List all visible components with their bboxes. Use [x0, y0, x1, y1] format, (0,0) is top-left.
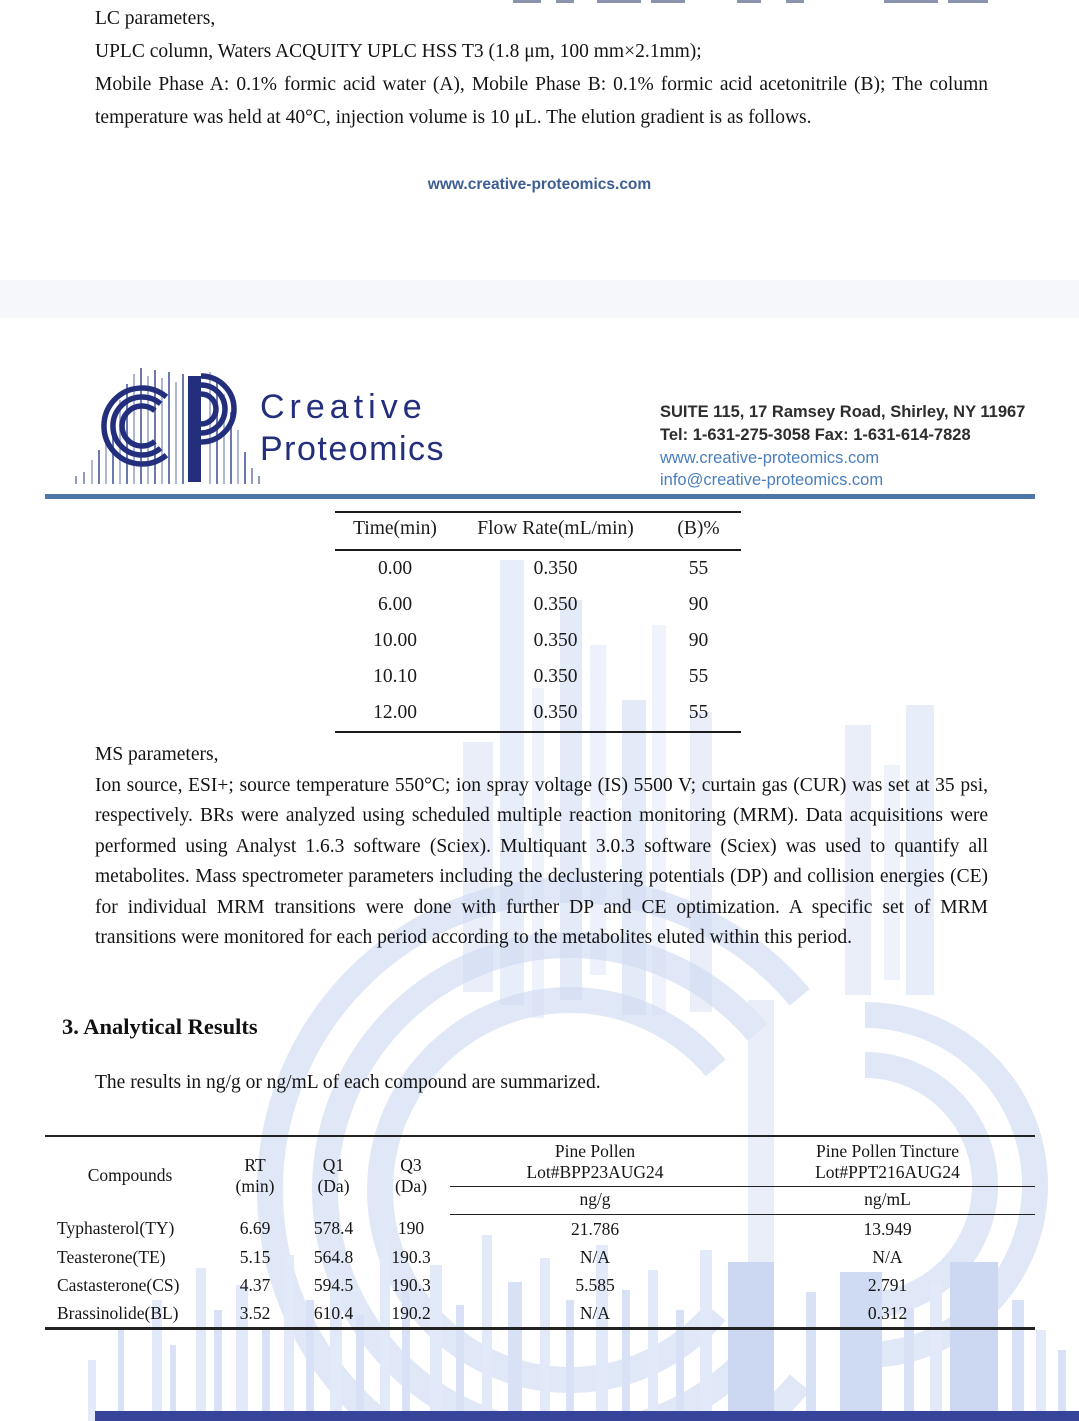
cell: 0.312 [740, 1299, 1035, 1329]
cell: 6.69 [239, 1218, 271, 1239]
analytical-results-heading: 3. Analytical Results [62, 1014, 258, 1039]
cell: 0.350 [455, 695, 656, 732]
group2-name: Pine Pollen Tincture [816, 1141, 959, 1161]
bottom-page-edge-bar [95, 1411, 1079, 1421]
rt-label: RT [244, 1154, 266, 1175]
uplc-column-line: UPLC column, Waters ACQUITY UPLC HSS T3 (1.8 μm, 100 mm×2.1mm); [95, 41, 702, 62]
col-header-q3 [372, 1136, 450, 1215]
centered-website-link[interactable]: www.creative-proteomics.com [427, 176, 652, 193]
col-header-time: Time(min) [335, 512, 455, 550]
cell: 0.350 [533, 594, 578, 615]
contact-email-link[interactable]: info@creative-proteomics.com [660, 471, 884, 489]
cell: 610.4 [295, 1299, 372, 1329]
cell: 2.791 [867, 1274, 908, 1295]
cell: 4.37 [239, 1274, 271, 1295]
contact-address: SUITE 115, 17 Ramsey Road, Shirley, NY 11967 [660, 403, 1026, 421]
ms-parameters-title: MS parameters, [95, 744, 219, 765]
brand-name-line1: Creative [260, 388, 427, 426]
contact-website-link[interactable]: www.creative-proteomics.com [660, 449, 880, 467]
cell: 90 [688, 594, 709, 615]
cell: 13.949 [863, 1218, 912, 1239]
brand-name-line2: Proteomics [260, 430, 446, 468]
contact-block [660, 401, 1050, 491]
elution-gradient-table [335, 511, 741, 733]
unit-header-ngml: ng/mL [740, 1187, 1035, 1215]
cell: 55 [656, 695, 741, 732]
compound-name: Castasterone(CS) [57, 1274, 180, 1295]
table-row [335, 550, 741, 587]
table-row [45, 1243, 1035, 1271]
compound-name: Brassinolide(BL) [45, 1299, 215, 1329]
q1-label: Q1 [322, 1154, 345, 1175]
table-row [45, 1271, 1035, 1299]
lc-parameters-title: LC parameters, [95, 8, 216, 29]
q1-unit: (Da) [317, 1175, 350, 1196]
cell: 21.786 [570, 1218, 620, 1239]
cell: 5.15 [239, 1246, 271, 1267]
table-row [335, 659, 741, 695]
q3-unit: (Da) [394, 1175, 428, 1196]
cell: 5.585 [575, 1274, 615, 1295]
header-divider-rule [45, 494, 1035, 499]
col-header-q1 [295, 1136, 372, 1215]
cell: 578.4 [313, 1218, 354, 1239]
contact-phone-fax: Tel: 1-631-275-3058 Fax: 1-631-614-7828 [660, 426, 971, 444]
cell: 6.00 [377, 594, 413, 615]
table-row [45, 1215, 1035, 1244]
col-header-pine-pollen [450, 1136, 740, 1187]
cell: 0.00 [377, 558, 413, 579]
cell: 0.350 [533, 666, 578, 687]
ms-parameters-block [95, 740, 988, 954]
logo-p-stem [188, 376, 201, 482]
group1-lot: Lot#BPP23AUG24 [526, 1162, 664, 1182]
results-intro-text: The results in ng/g or ng/mL of each compound are summarized. [95, 1072, 601, 1093]
cell: 12.00 [335, 695, 455, 732]
cell: 10.10 [373, 666, 417, 687]
col-header-flow-rate: Flow Rate(mL/min) [455, 512, 656, 550]
cell: 90 [688, 630, 709, 651]
analytical-results-table [45, 1135, 1035, 1330]
mobile-phase-paragraph: Mobile Phase A: 0.1% formic acid water (A), Mobile Phase B: 0.1% formic acid acetonitrile (B); The column temperature was held at 40°C, injection volume is 10 μL. The elution gradient is as follows. [95, 74, 988, 128]
col-header-compounds: Compounds [87, 1165, 173, 1186]
cell: 190.2 [372, 1299, 450, 1329]
cell: 190.3 [391, 1246, 431, 1267]
compound-name: Teasterone(TE) [57, 1246, 166, 1267]
table-row [335, 695, 741, 732]
table-row [335, 587, 741, 623]
unit-header-ngg: ng/g [450, 1187, 740, 1215]
col-header-b-percent: (B)% [656, 512, 741, 550]
lc-parameters-block [95, 2, 988, 134]
table-row [45, 1299, 1035, 1329]
cell: N/A [579, 1246, 611, 1267]
cell: 0.350 [533, 558, 578, 579]
cell: N/A [450, 1299, 740, 1329]
group1-name: Pine Pollen [554, 1141, 636, 1161]
cell: 190.3 [391, 1274, 431, 1295]
cell: 55 [688, 558, 709, 579]
page-break-band [0, 280, 1079, 318]
cell: 3.52 [215, 1299, 295, 1329]
cell: 55 [688, 666, 709, 687]
rt-unit: (min) [235, 1175, 275, 1196]
ms-parameters-paragraph: Ion source, ESI+; source temperature 550°C; ion spray voltage (IS) 5500 V; curtain gas (CUR) was set at 35 psi, respectively. BRs were analyzed using scheduled multiple reaction monitoring (MRM). Data acquisitions were performed using Analyst 1.6.3 software (Sciex). Multiquant 3.0.3 software (Sciex) was used to quantify all metabolites. Mass spectrometer parameters including the declustering potentials (DP) and collision energies (CE) for individual MRM transitions were done with further DP and CE optimization. A specific set of MRM transitions were monitored for each period according to the metabolites eluted within this period. [95, 774, 988, 948]
cell: N/A [872, 1246, 903, 1267]
creative-proteomics-logo [62, 364, 472, 496]
compound-name: Typhasterol(TY) [57, 1218, 175, 1239]
cell: 0.350 [533, 630, 578, 651]
cell: 10.00 [373, 630, 417, 651]
col-header-rt [215, 1136, 295, 1215]
cell: 594.5 [313, 1274, 354, 1295]
col-header-pine-pollen-tincture [740, 1136, 1035, 1187]
cell: 564.8 [313, 1246, 354, 1267]
q3-label: Q3 [400, 1154, 422, 1175]
group2-lot: Lot#PPT216AUG24 [815, 1162, 960, 1182]
cell: 190 [397, 1218, 425, 1239]
table-row [335, 623, 741, 659]
